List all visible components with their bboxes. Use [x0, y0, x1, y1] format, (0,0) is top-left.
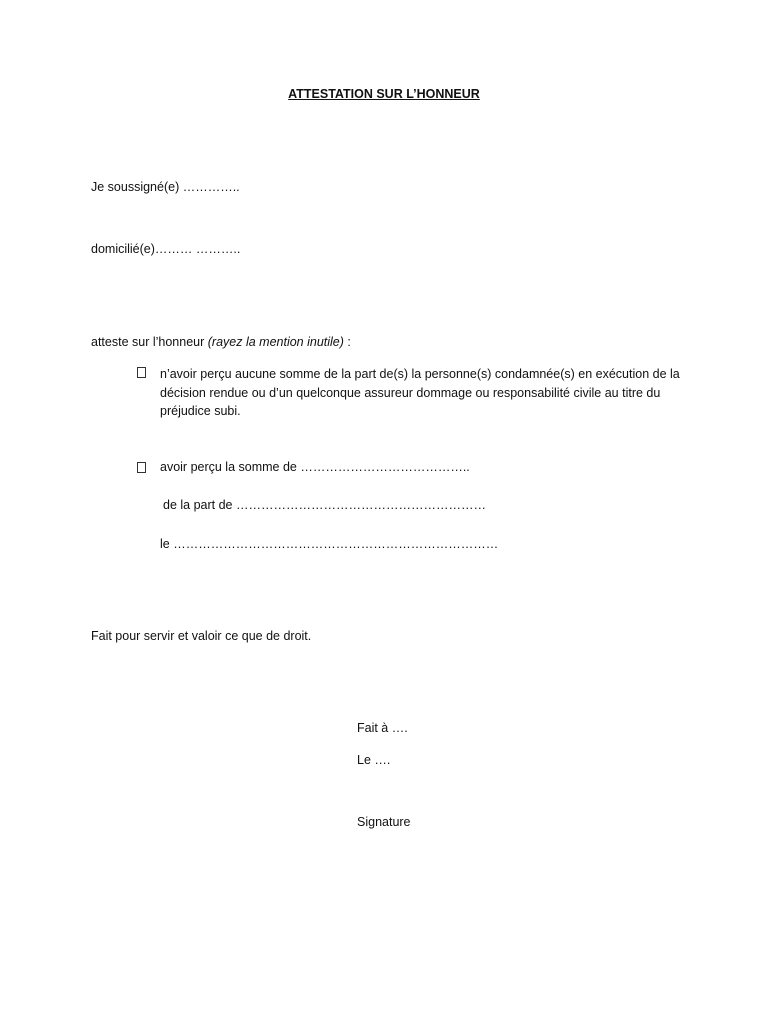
atteste-colon: :: [343, 335, 351, 349]
option1-text: n’avoir perçu aucune somme de la part de(s) la personne(s) condamnée(s) en exécution de la décision rendue ou d’un quelconque assureur dommage ou responsabilité civile au titre du préjudice subi.: [160, 367, 680, 418]
closing-statement: Fait pour servir et valoir ce que de droit.: [91, 629, 312, 643]
date-line: Le ….: [357, 753, 391, 767]
option2-de-la-part-line: de la part de ……………………………………………………: [163, 498, 486, 512]
atteste-line: [91, 333, 351, 351]
domicilie-line: domicilié(e)……… ………..: [91, 242, 241, 256]
signature-label: Signature: [357, 815, 411, 829]
fait-a-line: Fait à ….: [357, 721, 408, 735]
atteste-italic-note: (rayez la mention inutile): [207, 335, 344, 349]
page-title: ATTESTATION SUR L’HONNEUR: [288, 87, 480, 101]
option2-text: avoir perçu la somme de …………………………………..: [160, 460, 470, 474]
option2-checkbox[interactable]: [137, 462, 146, 473]
soussigne-line: Je soussigné(e) …………..: [91, 180, 240, 194]
atteste-text: atteste sur l’honneur: [91, 335, 208, 349]
option2-le-line: le ……………………………………………………………………: [160, 537, 499, 551]
option1-checkbox[interactable]: [137, 367, 146, 378]
